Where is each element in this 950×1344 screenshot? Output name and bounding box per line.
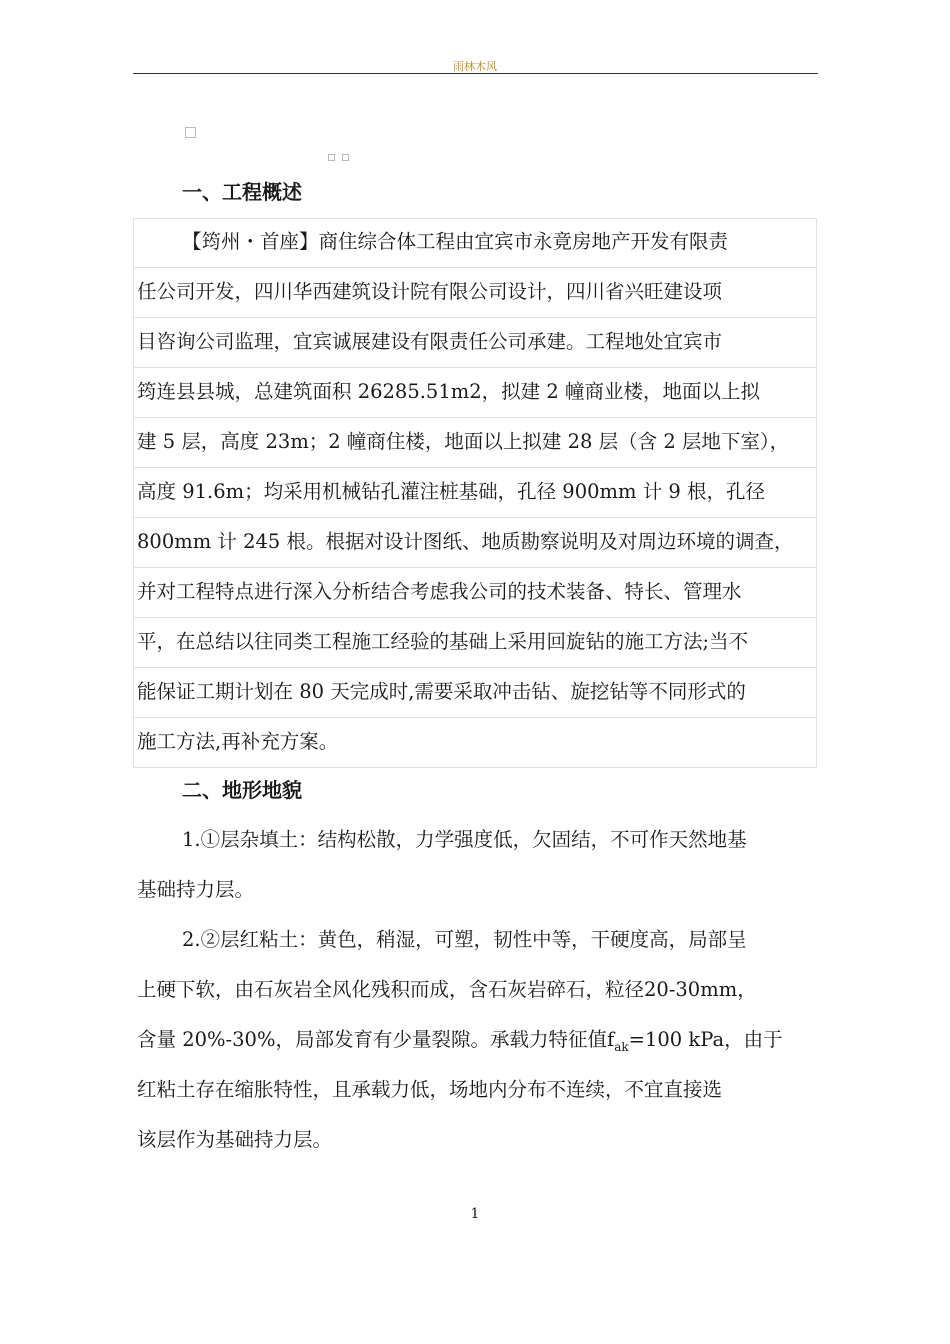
placeholder-square-icon [328,154,335,161]
paragraph-line [137,1026,783,1054]
paragraph-line: 上硬下软，由石灰岩全风化残积而成，含石灰岩碎石，粒径20-30mm， [137,978,757,1001]
paragraph-line: 1.①层杂填土：结构松散，力学强度低，欠固结，不可作天然地基 [182,828,747,851]
paragraph-line: 800mm 计 245 根。根据对设计图纸、地质勘察说明及对周边环境的调查， [137,530,794,553]
paragraph-text: =100 kPa，由于 [628,1028,783,1051]
paragraph-line: 目咨询公司监理，宜宾诚展建设有限责任公司承建。工程地处宜宾市 [137,330,723,353]
paragraph-line: 【筠州・首座】商住综合体工程由宜宾市永竟房地产开发有限责 [182,230,729,253]
placeholder-square-icon [185,127,196,138]
section-heading: 二、地形地貌 [182,778,302,802]
paragraph-line: 任公司开发，四川华西建筑设计院有限公司设计，四川省兴旺建设项 [137,280,723,303]
paragraph-line: 建 5 层，高度 23m；2 幢商住楼，地面以上拟建 28 层（含 2 层地下室）， [137,430,790,453]
section-heading: 一、工程概述 [182,180,302,204]
paragraph-line: 红粘土存在缩胀特性，且承载力低，场地内分布不连续，不宜直接选 [137,1078,723,1101]
paragraph-line: 能保证工期计划在 80 天完成时,需要采取冲击钻、旋挖钻等不同形式的 [137,680,746,703]
paragraph-line: 施工方法,再补充方案。 [137,730,339,753]
header-title: 雨林木风 [453,60,497,73]
header-rule [133,73,818,74]
paragraph-line: 平，在总结以往同类工程施工经验的基础上采用回旋钻的施工方法;当不 [137,630,749,653]
paragraph-line: 2.②层红粘土：黄色，稍湿，可塑，韧性中等，干硬度高，局部呈 [182,928,747,951]
paragraph-line: 基础持力层。 [137,878,255,901]
page-number: 1 [470,1206,480,1222]
subscript-text: ak [614,1040,629,1054]
paragraph-line: 该层作为基础持力层。 [137,1128,333,1151]
paragraph-line: 并对工程特点进行深入分析结合考虑我公司的技术装备、特长、管理水 [137,580,742,603]
paragraph-line: 筠连县县城，总建筑面积 26285.51m2，拟建 2 幢商业楼，地面以上拟 [137,380,760,403]
placeholder-square-icon [342,154,349,161]
paragraph-text: 含量 20%-30%，局部发育有少量裂隙。承载力特征值f [137,1028,615,1051]
paragraph-line: 高度 91.6m；均采用机械钻孔灌注桩基础，孔径 900mm 计 9 根，孔径 [137,480,766,503]
